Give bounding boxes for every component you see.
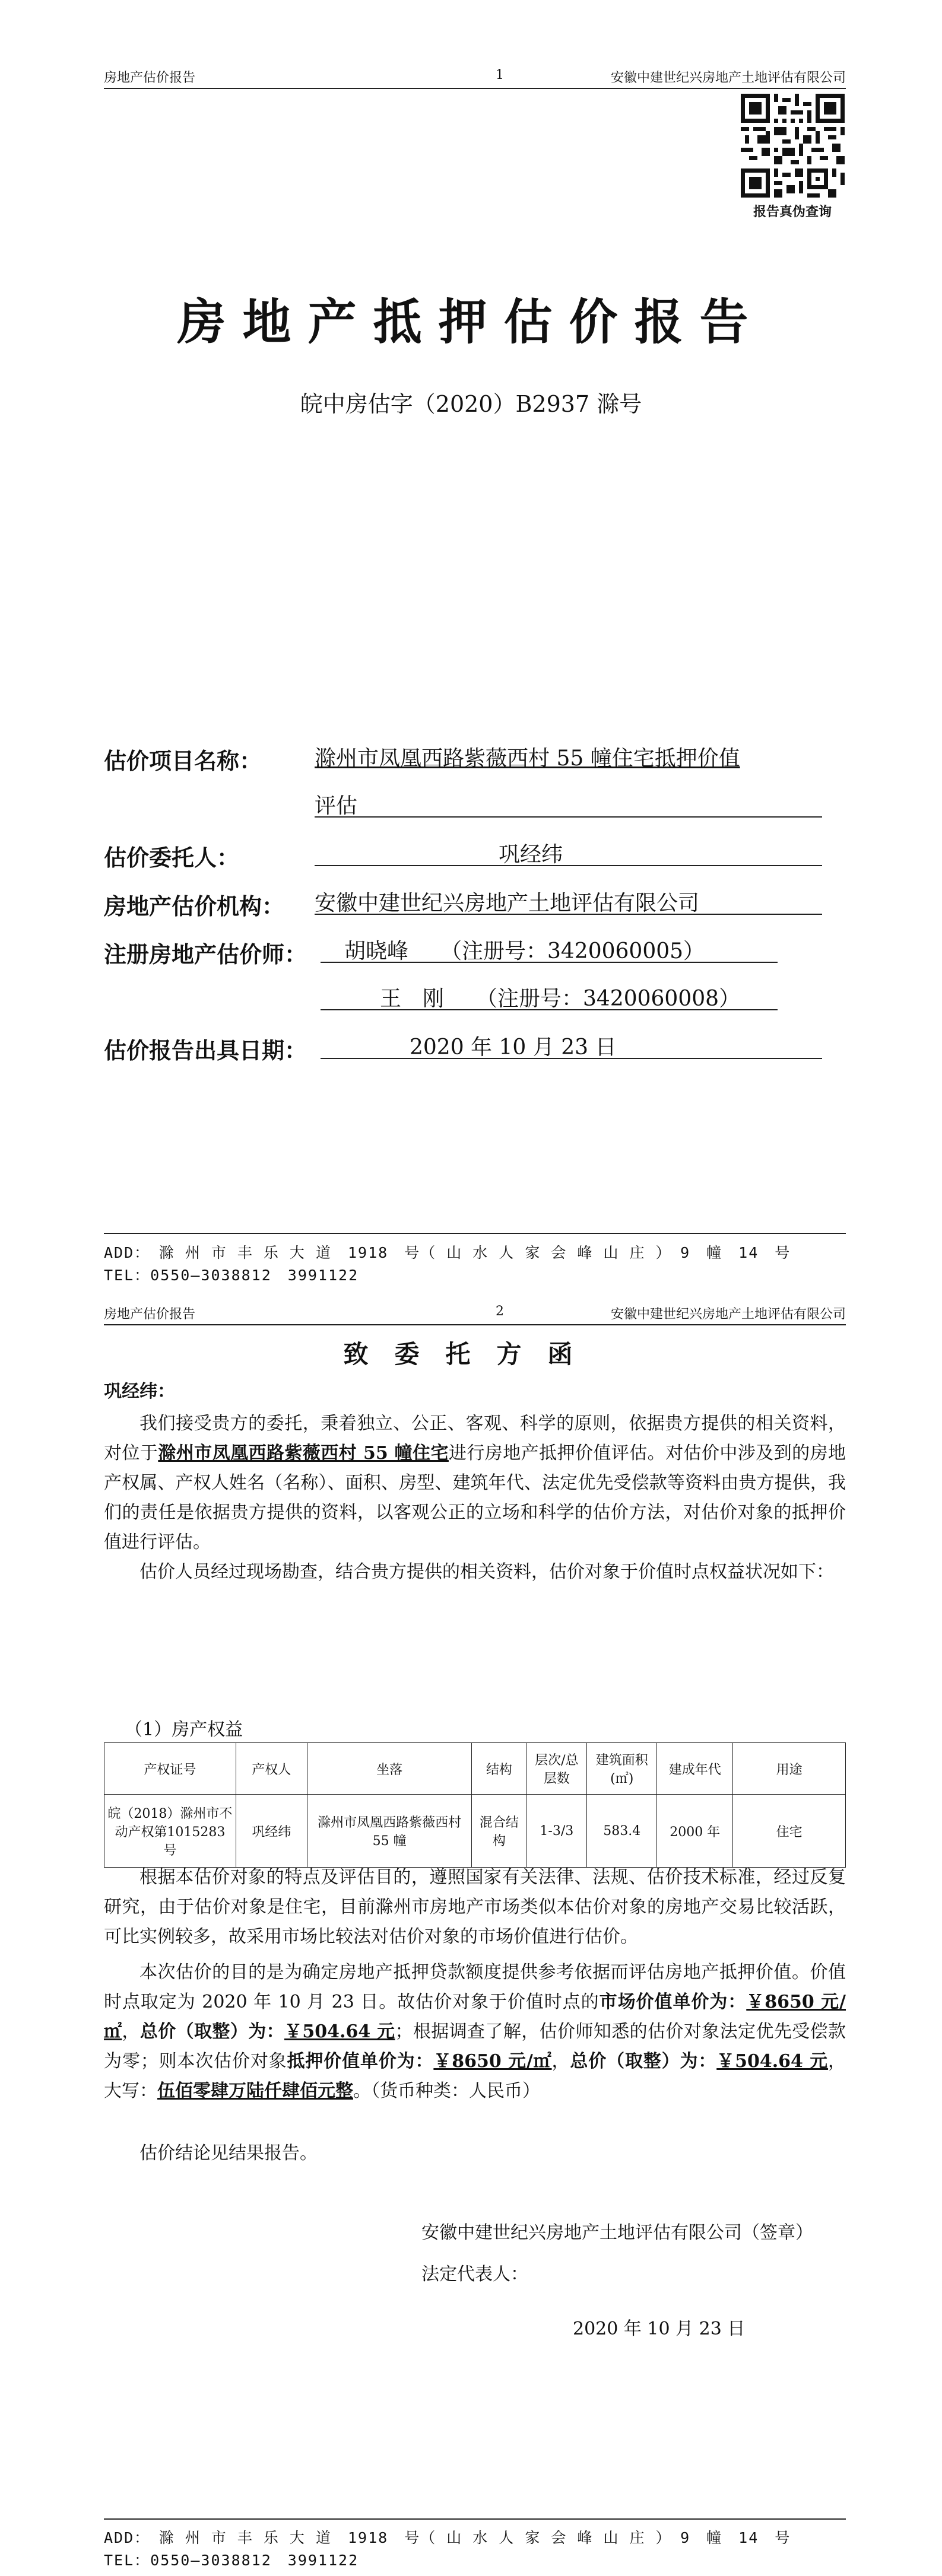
table-cell: 滁州市凤凰西路紫薇西村 55 幢 <box>307 1795 472 1868</box>
p5-text: 估价结论见结果报告。 <box>139 2143 318 2164</box>
report-title: 房地产抵押估价报告 <box>177 294 765 351</box>
market-total-price: ￥504.64 元 <box>284 2021 395 2042</box>
table-header-cell: 层次/总层数 <box>526 1743 587 1795</box>
mortgage-total-price: ￥504.64 元 <box>716 2051 829 2072</box>
letter-paragraph-4 <box>104 1958 846 2106</box>
table-cell: 皖（2018）滁州市不动产权第1015283 号 <box>104 1795 236 1868</box>
appraiser-line-2 <box>321 982 778 1010</box>
running-header <box>104 1300 846 1325</box>
client-label: 估价委托人： <box>104 844 240 871</box>
agency-line <box>315 886 822 915</box>
p3-text: 根据本估价对象的特点及评估目的，遵照国家有关法律、法规、估价技术标准，经过反复研究，由于估价对象是住宅，目前滁州市房地产市场类似本估价对象的房地产交易比较活跃，可比实例较多，故采用市场比较法对估价对象的市场价值进行估价。 <box>104 1867 846 1947</box>
mortgage-unit-label: 抵押价值单价为： <box>287 2051 434 2072</box>
header-page-number: 1 <box>496 68 504 82</box>
client-line <box>315 838 822 866</box>
rights-subhead: （1）房产权益 <box>125 1719 243 1740</box>
appraiser-1: 胡晓峰 （注册号：3420060005） <box>344 939 705 963</box>
appraiser-line-1 <box>321 934 778 963</box>
table-cell: 2000 年 <box>657 1795 733 1868</box>
market-unit-label: 市场价值单价为： <box>599 1992 747 2012</box>
client-value: 巩经纬 <box>499 842 563 867</box>
footer-divider <box>104 2518 846 2520</box>
letter-paragraph-3 <box>104 1863 846 1952</box>
agency-label: 房地产估价机构： <box>104 893 285 920</box>
p1-part-a: 我们接受贵方的委托，秉着独立、公正、客观、科学的原则，依据贵方提供的相关资料，对位于 <box>104 1413 846 1464</box>
mortgage-unit-price: ￥8650 元/㎡ <box>433 2051 552 2072</box>
total-in-words: 伍佰零肆万陆仟肆佰元整 <box>157 2081 353 2101</box>
signature-representative: 法定代表人： <box>421 2264 528 2285</box>
table-cell: 巩经纬 <box>236 1795 307 1868</box>
issue-date-label: 估价报告出具日期： <box>104 1037 307 1064</box>
footer-divider <box>104 1233 846 1234</box>
p4-comma: ， <box>122 2021 140 2042</box>
table-cell: 583.4 <box>587 1795 657 1868</box>
p4-part-g: ；根据调查了解，估价师知悉的估价对象法定优先受偿款为零；则本次估价对象 <box>104 2021 846 2072</box>
table-header-cell: 产权人 <box>236 1743 307 1795</box>
project-name-label: 估价项目名称： <box>104 748 262 774</box>
project-name-line1 <box>315 742 822 769</box>
signature-company: 安徽中建世纪兴房地产土地评估有限公司（签章） <box>421 2222 813 2243</box>
agency-value: 安徽中建世纪兴房地产土地评估有限公司 <box>315 891 700 915</box>
project-name-value-2: 评估 <box>315 794 358 818</box>
table-header-cell: 结构 <box>472 1743 526 1795</box>
header-left: 房地产估价报告 <box>104 71 196 85</box>
market-unit-price: ￥8650 元/㎡ <box>104 1992 846 2042</box>
table-header-cell: 建成年代 <box>657 1743 733 1795</box>
footer-tel: TEL：0550—3038812 3991122 <box>104 1267 359 1284</box>
letter-title: 致委托方函 <box>343 1340 599 1369</box>
table-cell: 1-3/3 <box>526 1795 587 1868</box>
issue-date-line <box>321 1031 822 1059</box>
p4-part-a: 本次估价的目的是为确定房地产抵押贷款额度提供参考依据而评估房地产抵押价值。价值时点取定为 2020 年 10 月 23 日。故估价对象于价值时点的 <box>104 1962 846 2012</box>
qr-code-icon[interactable] <box>741 94 845 198</box>
project-name-value-1: 滁州市凤凰西路紫薇西村 55 幢住宅抵押价值 <box>315 746 740 771</box>
header-left: 房地产估价报告 <box>104 1307 196 1322</box>
letter-paragraph-2 <box>104 1557 846 1587</box>
table-header-cell: 坐落 <box>307 1743 472 1795</box>
mortgage-total-label: 总价（取整）为： <box>570 2051 717 2072</box>
market-total-label: 总价（取整）为： <box>139 2021 284 2042</box>
table-cell: 混合结构 <box>472 1795 526 1868</box>
footer-address: ADD： 滁 州 市 丰 乐 大 道 1918 号（ 山 水 人 家 会 峰 山 庄 ） 9 幢 14 号 <box>104 2529 791 2546</box>
footer-tel: TEL：0550—3038812 3991122 <box>104 2552 359 2569</box>
project-name-line2 <box>315 789 822 818</box>
issue-date-value: 2020 年 10 月 23 日 <box>410 1035 617 1060</box>
table-cell: 住宅 <box>733 1795 846 1868</box>
letter-addressee: 巩经纬： <box>104 1381 175 1402</box>
p2-text: 估价人员经过现场勘查，结合贵方提供的相关资料，估价对象于价值时点权益状况如下： <box>139 1561 834 1582</box>
letter-paragraph-5 <box>104 2139 846 2168</box>
signature-date: 2020 年 10 月 23 日 <box>573 2319 746 2339</box>
table-header-cell: 产权证号 <box>104 1743 236 1795</box>
property-rights-table <box>104 1742 846 1868</box>
table-row <box>104 1795 846 1868</box>
footer-address: ADD： 滁 州 市 丰 乐 大 道 1918 号（ 山 水 人 家 会 峰 山 庄 ） 9 幢 14 号 <box>104 1244 791 1261</box>
appraiser-label: 注册房地产估价师： <box>104 941 307 968</box>
p4-part-o: 。（货币种类：人民币） <box>353 2081 540 2101</box>
header-page-number: 2 <box>496 1304 504 1319</box>
p4-comma-2: ， <box>551 2051 570 2072</box>
p1-property-address: 滁州市凤凰西路紫薇西村 55 幢住宅 <box>158 1443 449 1464</box>
header-right: 安徽中建世纪兴房地产土地评估有限公司 <box>610 1307 846 1322</box>
p4-part-m: ，大写： <box>104 2051 846 2101</box>
p1-part-c: 进行房地产抵押价值评估。对估价中涉及到的房地产权属、产权人姓名（名称）、面积、房型、建筑年代、法定优先受偿款等资料由贵方提供，我们的责任是依据贵方提供的资料，以客观公正的立场和科学的估价方法，对估价对象的抵押价值进行评估。 <box>104 1443 846 1553</box>
letter-paragraph-1 <box>104 1409 846 1557</box>
table-header-cell: 建筑面积(㎡) <box>587 1743 657 1795</box>
table-header-cell: 用途 <box>733 1743 846 1795</box>
running-header <box>104 64 846 89</box>
header-right: 安徽中建世纪兴房地产土地评估有限公司 <box>610 71 846 85</box>
qr-caption: 报告真伪查询 <box>753 204 832 220</box>
report-reference-number: 皖中房估字（2020）B2937 滁号 <box>300 391 642 417</box>
appraiser-2: 王 刚 （注册号：3420060008） <box>380 987 741 1011</box>
table-header-row <box>104 1743 846 1795</box>
